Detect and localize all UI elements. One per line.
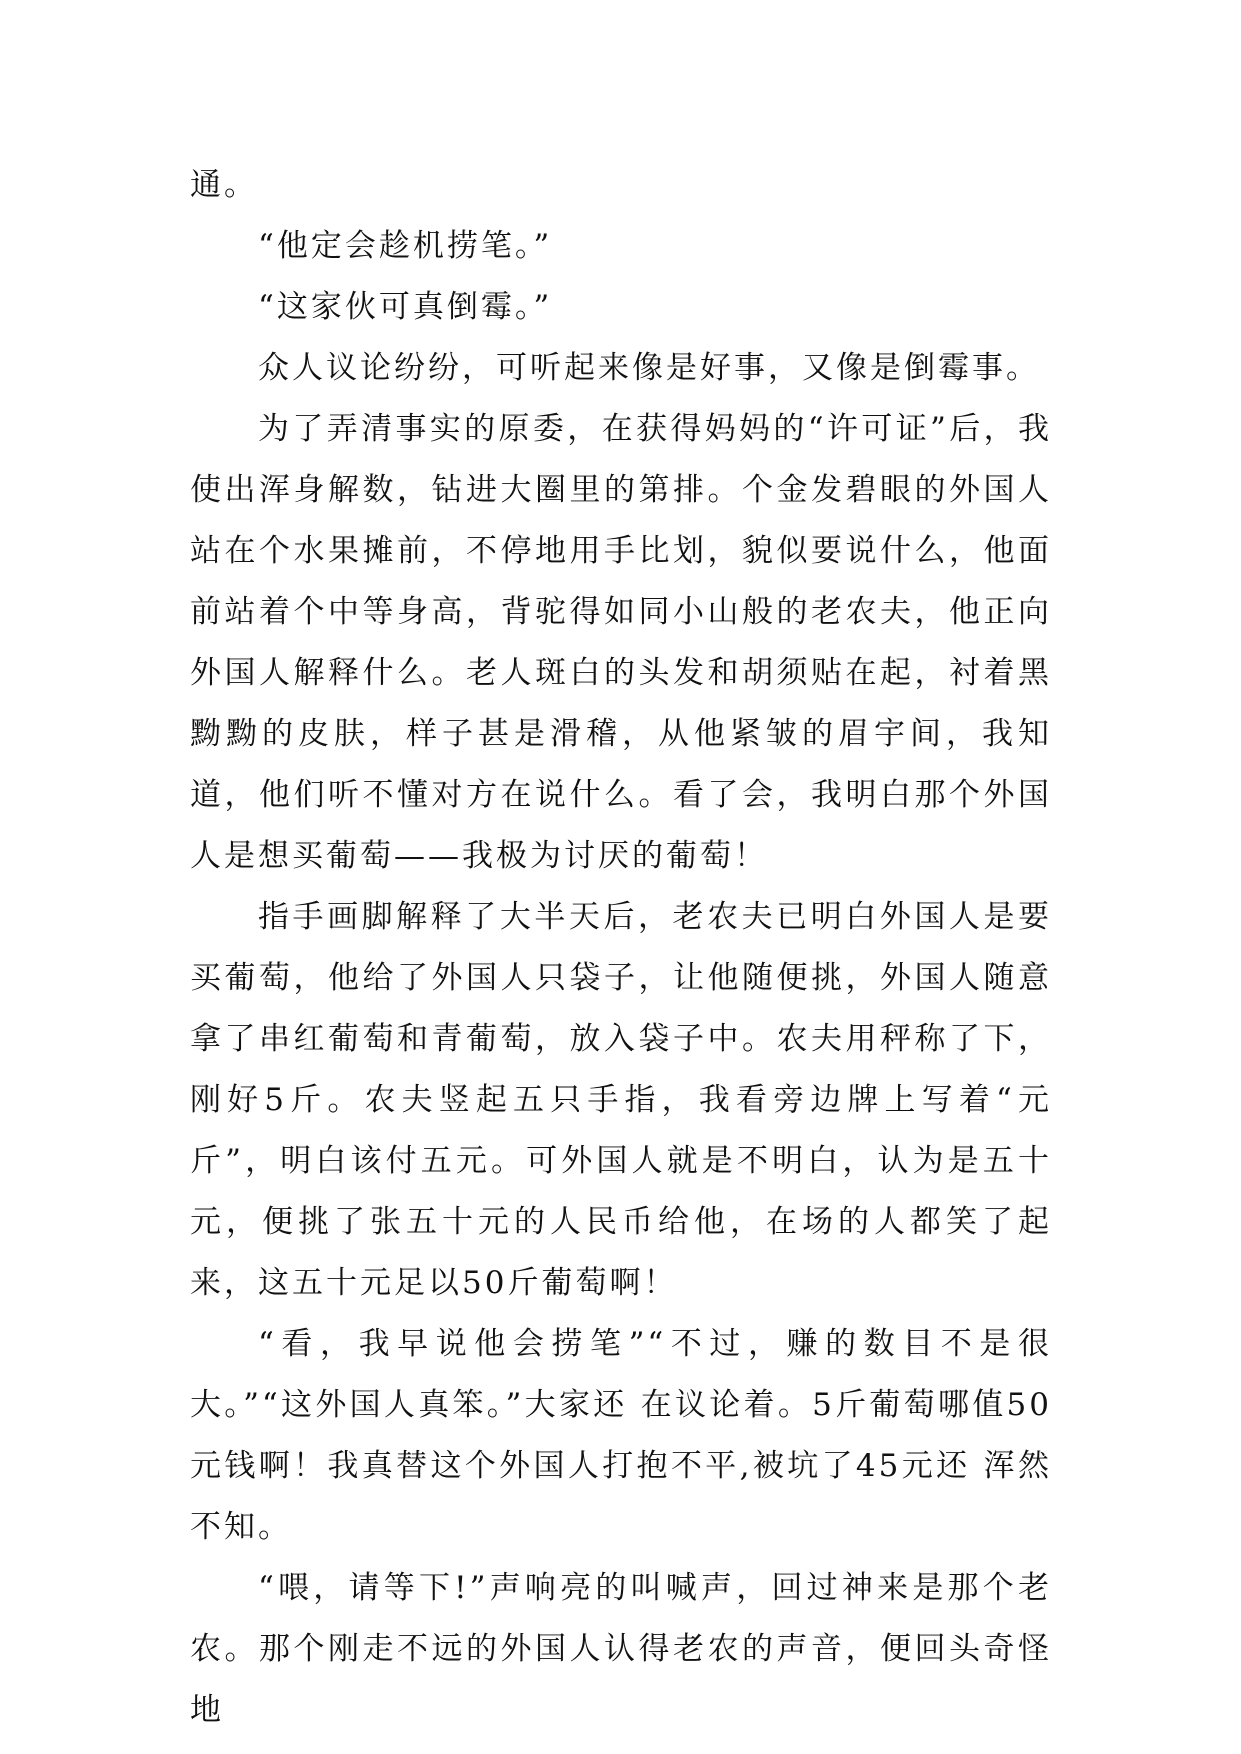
paragraph: “这家伙可真倒霉。” bbox=[258, 289, 553, 325]
paragraph: 众人议论纷纷，可听起来像是好事，又像是倒霉事。 bbox=[258, 350, 1040, 386]
paragraph: 为了弄清事实的原委，在获得妈妈的“许可证”后，我使出浑身解数，钻进大圈里的第排。个金发碧眼的外国人站在个水果摊前，不停地用手比划，貌似要说什么，他面前站着个中等身高，背驼得如同小山般的老农夫，他正向外国人解释什么。老人斑白的头发和胡须贴在起，衬着黑黝黝的皮肤，样子甚是滑稽，从他紧皱的眉宇间，我知道，他们听不懂对方在说什么。看了会，我明白那个外国人是想买葡萄——我极为讨厌的葡萄！ bbox=[190, 411, 1052, 874]
body-text bbox=[190, 155, 1052, 1741]
paragraph: “喂，请等下!”声响亮的叫喊声，回过神来是那个老农。那个刚走不远的外国人认得老农的声音，便回头奇怪地 bbox=[190, 1570, 1052, 1728]
paragraph: 指手画脚解释了大半天后，老农夫已明白外国人是要买葡萄，他给了外国人只袋子，让他随便挑，外国人随意拿了串红葡萄和青葡萄，放入袋子中。农夫用秤称了下，刚好5斤。农夫竖起五只手指，我看旁边牌上写着“元斤”，明白该付五元。可外国人就是不明白，认为是五十元，便挑了张五十元的人民币给他，在场的人都笑了起来，这五十元足以50斤葡萄啊！ bbox=[190, 899, 1052, 1301]
paragraph: “看，我早说他会捞笔”“不过，赚的数目不是很大。”“这外国人真笨。”大家还 在议论着。5斤葡萄哪值50元钱啊！我真替这个外国人打抱不平,被坑了45元还 浑然不知。 bbox=[190, 1326, 1052, 1545]
paragraph: “他定会趁机捞笔。” bbox=[258, 228, 553, 264]
paragraph: 通。 bbox=[190, 167, 258, 203]
